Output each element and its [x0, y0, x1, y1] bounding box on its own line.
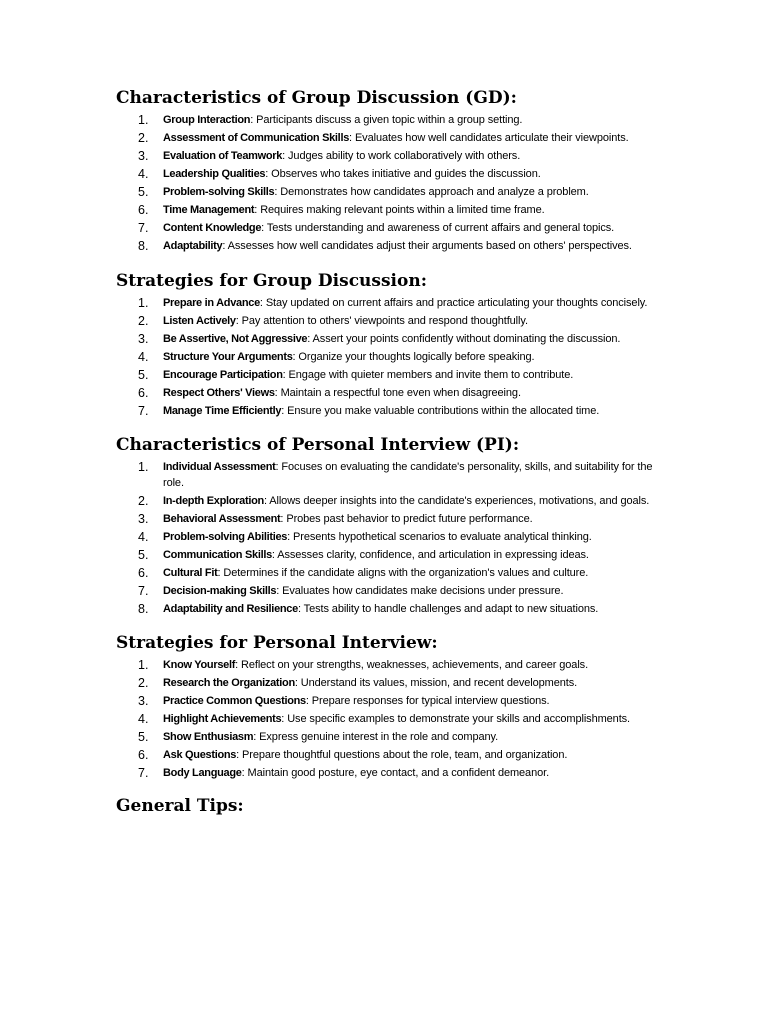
section-pi-strategies: [116, 631, 656, 782]
item-number: 3.: [138, 694, 149, 708]
item-description: : Determines if the candidate aligns with the organization's values and culture.: [217, 566, 589, 579]
item-term: Practice Common Questions: [163, 695, 306, 707]
item-term: Time Management: [163, 204, 255, 216]
item-number: 6.: [138, 565, 149, 580]
item-term: Prepare in Advance: [163, 296, 260, 309]
list-item: [116, 239, 656, 255]
item-description: : Stay updated on current affairs and practice articulating your thoughts concisely.: [259, 296, 648, 309]
section-heading: Strategies for Personal Interview:: [116, 633, 438, 653]
item-number: 6.: [138, 748, 149, 762]
item-term: Know Yourself: [163, 659, 236, 671]
item-description: : Engage with quieter members and invite them to contribute.: [282, 368, 574, 381]
section-gd-strategies: [116, 269, 656, 420]
item-number: 5.: [138, 185, 149, 199]
item-description: : Prepare thoughtful questions about the role, team, and organization.: [236, 749, 568, 761]
item-term: Ask Questions: [163, 749, 237, 761]
item-number: 2.: [138, 493, 149, 508]
item-number: 4.: [138, 167, 149, 181]
item-number: 2.: [138, 131, 149, 145]
section-heading: Characteristics of Group Discussion (GD):: [116, 88, 517, 108]
document-body: [116, 86, 656, 821]
section-heading: General Tips:: [116, 795, 244, 816]
item-description: : Evaluates how candidates make decisions under pressure.: [276, 584, 564, 597]
item-description: : Maintain good posture, eye contact, and a confident demeanor.: [241, 767, 550, 779]
item-term: Listen Actively: [163, 314, 236, 327]
item-description: : Pay attention to others' viewpoints and respond thoughtfully.: [235, 314, 528, 327]
list-item: [116, 694, 656, 710]
list-item: [116, 712, 656, 728]
list-item: [116, 530, 656, 546]
list-item: [116, 730, 656, 746]
item-term: Body Language: [163, 767, 242, 779]
list-item: [116, 314, 656, 330]
item-term: Cultural Fit: [163, 566, 218, 579]
numbered-list: [116, 658, 656, 782]
list-item: [116, 332, 656, 348]
item-number: 3.: [138, 511, 149, 526]
item-description: : Organize your thoughts logically before speaking.: [292, 350, 535, 363]
list-item: [116, 221, 656, 237]
item-number: 7.: [138, 403, 149, 418]
list-item: [116, 404, 656, 420]
item-number: 8.: [138, 239, 149, 253]
list-item: [116, 512, 656, 528]
numbered-list: [116, 460, 656, 617]
item-description: : Allows deeper insights into the candidate's experiences, motivations, and goals.: [263, 494, 650, 507]
item-term: Evaluation of Teamwork: [163, 150, 283, 162]
list-item: [116, 658, 656, 674]
item-description: : Prepare responses for typical interview questions.: [305, 695, 550, 707]
item-description: : Tests understanding and awareness of current affairs and general topics.: [261, 222, 615, 234]
item-number: 1.: [138, 460, 149, 474]
item-term: Encourage Participation: [163, 368, 283, 381]
item-number: 5.: [138, 547, 149, 562]
item-term: Behavioral Assessment: [163, 512, 281, 525]
item-description: : Demonstrates how candidates approach and analyze a problem.: [274, 186, 589, 198]
list-item: [116, 584, 656, 600]
item-term: Decision-making Skills: [163, 584, 277, 597]
item-description: : Reflect on your strengths, weaknesses, achievements, and career goals.: [235, 659, 589, 671]
item-number: 7.: [138, 766, 149, 780]
list-item: [116, 676, 656, 692]
item-description: : Maintain a respectful tone even when disagreeing.: [274, 386, 521, 399]
item-term: Problem-solving Abilities: [163, 530, 288, 543]
item-term: Show Enthusiasm: [163, 731, 254, 743]
item-description: : Tests ability to handle challenges and adapt to new situations.: [297, 602, 599, 615]
section-general-tips: [116, 794, 656, 818]
item-number: 2.: [138, 676, 149, 690]
item-term: Research the Organization: [163, 677, 295, 689]
item-description: : Observes who takes initiative and guides the discussion.: [265, 168, 541, 180]
item-description: : Assert your points confidently without dominating the discussion.: [307, 332, 621, 345]
item-description: : Judges ability to work collaboratively with others.: [282, 150, 521, 162]
item-term: Be Assertive, Not Aggressive: [163, 332, 308, 345]
item-number: 6.: [138, 385, 149, 400]
item-number: 5.: [138, 367, 149, 382]
item-description: : Understand its values, mission, and recent developments.: [294, 677, 578, 689]
item-term: Respect Others' Views: [163, 386, 275, 399]
item-term: In-depth Exploration: [163, 494, 264, 507]
item-description: : Probes past behavior to predict future performance.: [280, 512, 533, 525]
item-number: 3.: [138, 331, 149, 346]
item-term: Individual Assessment: [163, 461, 276, 473]
item-number: 7.: [138, 583, 149, 598]
item-term: Assessment of Communication Skills: [163, 132, 350, 144]
item-term: Problem-solving Skills: [163, 186, 275, 198]
list-item: [116, 203, 656, 219]
item-description: : Ensure you make valuable contributions within the allocated time.: [281, 404, 600, 417]
numbered-list: [116, 296, 656, 420]
item-description: : Assesses clarity, confidence, and articulation in expressing ideas.: [271, 548, 589, 561]
list-item: [116, 386, 656, 402]
item-term: Leadership Qualities: [163, 168, 266, 180]
list-item: [116, 494, 656, 510]
list-item: [116, 748, 656, 764]
item-description: : Assesses how well candidates adjust their arguments based on others' perspectives.: [222, 240, 632, 252]
item-number: 6.: [138, 203, 149, 217]
list-item: [116, 296, 656, 312]
list-item: [116, 149, 656, 165]
list-item: [116, 566, 656, 582]
item-number: 8.: [138, 601, 149, 616]
item-number: 1.: [138, 295, 149, 310]
item-number: 1.: [138, 113, 149, 127]
section-pi-characteristics: [116, 433, 656, 617]
item-number: 4.: [138, 529, 149, 544]
numbered-list: [116, 113, 656, 255]
list-item: [116, 113, 656, 129]
section-heading: Characteristics of Personal Interview (PI):: [116, 435, 520, 455]
item-number: 1.: [138, 658, 149, 672]
item-term: Communication Skills: [163, 548, 272, 561]
section-heading: Strategies for Group Discussion:: [116, 270, 427, 291]
item-number: 4.: [138, 349, 149, 364]
item-term: Adaptability: [163, 240, 223, 252]
item-number: 7.: [138, 221, 149, 235]
list-item: [116, 368, 656, 384]
list-item: [116, 548, 656, 564]
item-description: : Requires making relevant points within a limited time frame.: [254, 204, 545, 216]
item-number: 5.: [138, 730, 149, 744]
item-description: : Express genuine interest in the role and company.: [253, 731, 499, 743]
section-gd-characteristics: [116, 86, 656, 255]
list-item: [116, 131, 656, 147]
list-item: [116, 350, 656, 366]
list-item: [116, 167, 656, 183]
item-description: : Evaluates how well candidates articulate their viewpoints.: [349, 132, 629, 144]
item-description: : Participants discuss a given topic within a group setting.: [250, 114, 523, 126]
item-number: 3.: [138, 149, 149, 163]
item-description: : Focuses on evaluating the candidate's personality, skills, and suitability for the role.: [163, 461, 653, 489]
item-description: : Use specific examples to demonstrate your skills and accomplishments.: [281, 713, 631, 725]
item-term: Group Interaction: [163, 114, 251, 126]
list-item: [116, 185, 656, 201]
item-number: 4.: [138, 712, 149, 726]
item-term: Content Knowledge: [163, 222, 262, 234]
item-term: Structure Your Arguments: [163, 350, 293, 363]
item-description: : Presents hypothetical scenarios to evaluate analytical thinking.: [287, 530, 592, 543]
list-item: [116, 766, 656, 782]
list-item: [116, 602, 656, 618]
item-term: Highlight Achievements: [163, 713, 282, 725]
item-term: Adaptability and Resilience: [163, 602, 298, 615]
list-item: [116, 460, 656, 491]
item-term: Manage Time Efficiently: [163, 404, 282, 417]
item-number: 2.: [138, 313, 149, 328]
